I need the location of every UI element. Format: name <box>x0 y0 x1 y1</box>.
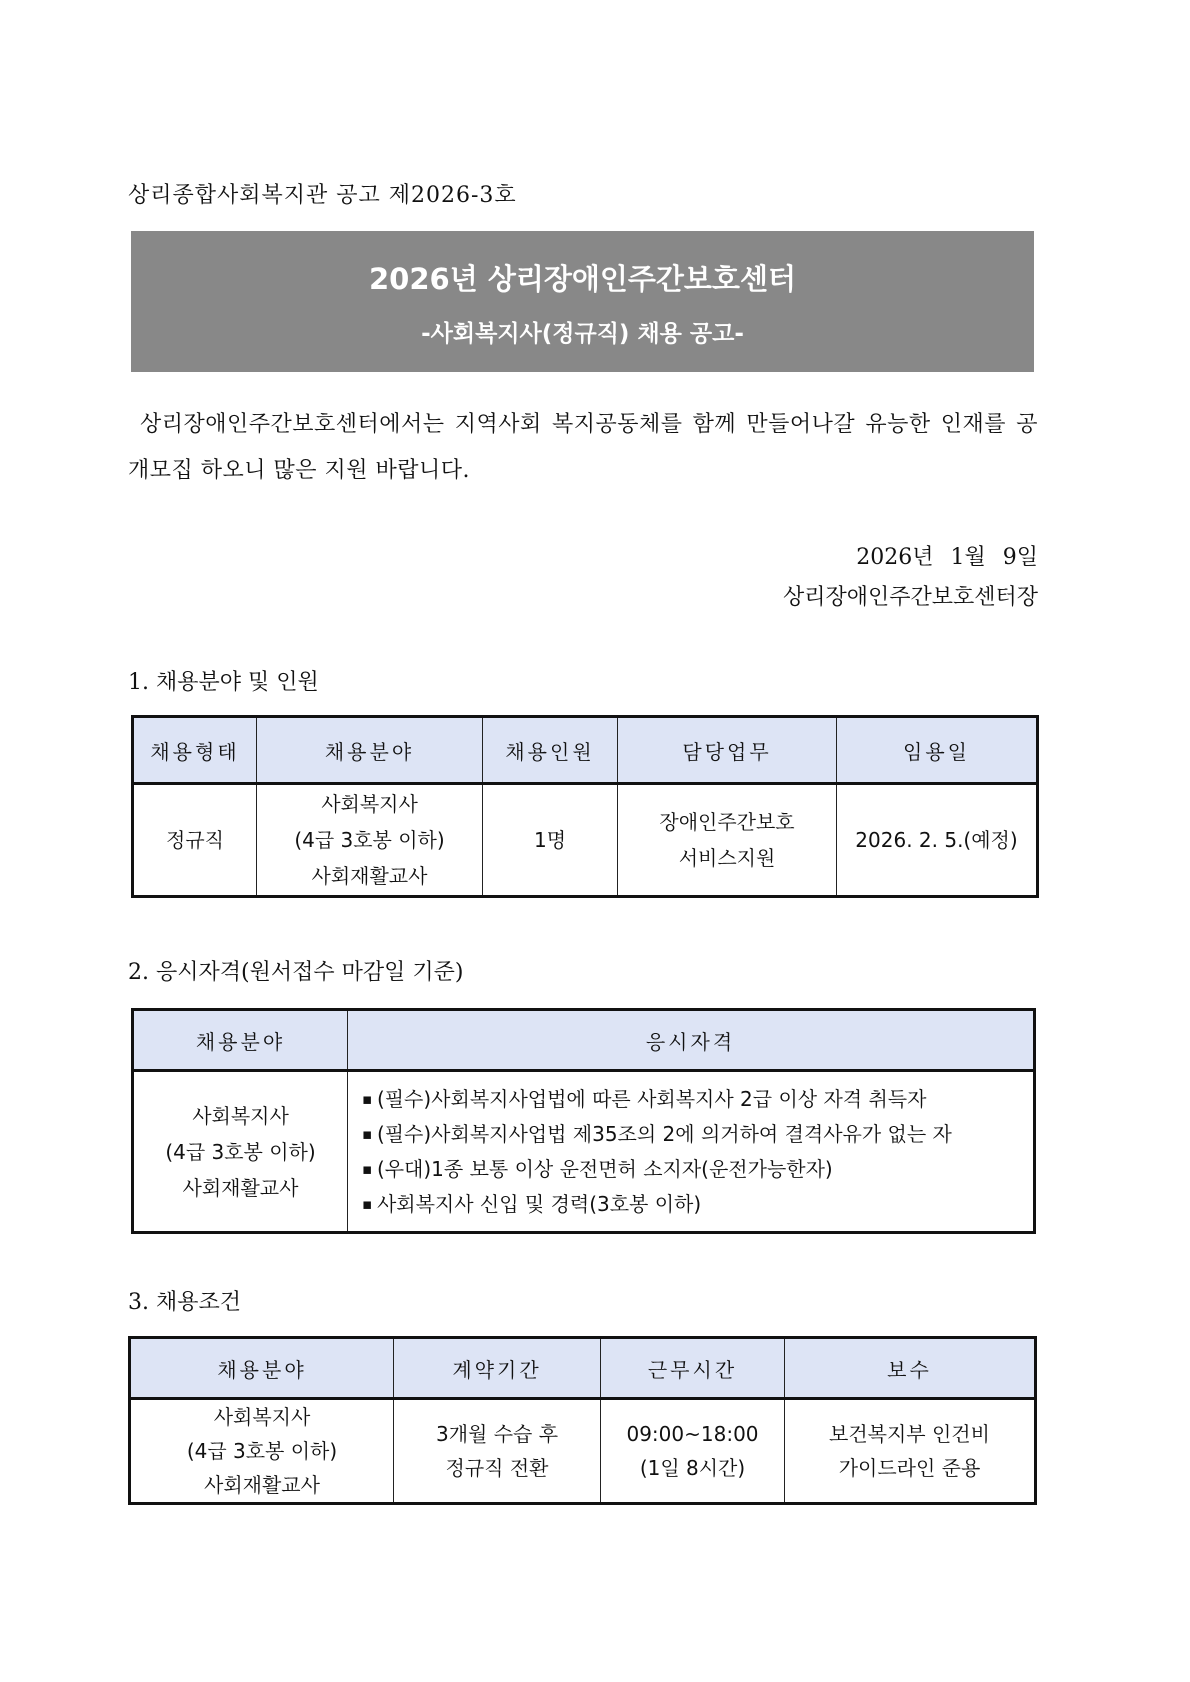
headcount-cell: 1명 <box>483 784 618 897</box>
table-row <box>130 1399 1036 1504</box>
contract-line: 3개월 수습 후 <box>435 1422 559 1446</box>
intro-paragraph: 상리장애인주간보호센터에서는 지역사회 복지공동체를 함께 만들어나갈 유능한 인재를 공개모집 하오니 많은 지원 바랍니다. <box>128 412 1038 483</box>
header-cell: 근무시간 <box>601 1338 785 1399</box>
posting-date: 2026년 1월 9일 <box>856 545 1038 570</box>
duty-cell <box>618 784 837 897</box>
field-line: 사회재활교사 <box>311 864 428 888</box>
header-cell: 임용일 <box>837 717 1038 784</box>
field-cell <box>133 1071 348 1233</box>
field-line: (4급 3호봉 이하) <box>165 1139 316 1164</box>
header-cell: 보수 <box>785 1338 1036 1399</box>
field-line: (4급 3호봉 이하) <box>294 828 445 852</box>
section-heading-qualifications: 2. 응시자격(원서접수 마감일 기준) <box>128 960 464 985</box>
header-cell: 채용분야 <box>130 1338 394 1399</box>
title-main: 2026년 상리장애인주간보호센터 <box>369 262 796 296</box>
qualification-item: ▪ (필수)사회복지사업법 제35조의 2에 의거하여 결격사유가 없는 자 <box>362 1117 1033 1152</box>
qualification-item: ▪ (우대)1종 보통 이상 운전면허 소지자(운전가능한자) <box>362 1152 1033 1187</box>
header-cell: 채용인원 <box>483 717 618 784</box>
title-banner <box>131 231 1034 372</box>
section-heading-recruitment: 1. 채용분야 및 인원 <box>128 670 319 695</box>
field-line: 사회복지사 <box>321 792 418 816</box>
field-line: 사회재활교사 <box>182 1175 299 1200</box>
hours-cell <box>601 1399 785 1504</box>
pay-line: 가이드라인 준용 <box>838 1456 981 1480</box>
contract-line: 정규직 전환 <box>445 1456 549 1480</box>
field-line: 사회재활교사 <box>204 1473 320 1497</box>
notice-number: 상리종합사회복지관 공고 제2026-3호 <box>128 183 517 208</box>
contract-cell <box>394 1399 601 1504</box>
field-cell <box>257 784 483 897</box>
pay-line: 보건복지부 인건비 <box>829 1422 990 1446</box>
recruitment-table <box>131 715 1039 898</box>
header-cell: 응시자격 <box>348 1010 1035 1071</box>
qualification-item: ▪ 사회복지사 신입 및 경력(3호봉 이하) <box>362 1187 1033 1222</box>
section-heading-conditions: 3. 채용조건 <box>128 1290 241 1315</box>
pay-cell <box>785 1399 1036 1504</box>
header-cell: 채용분야 <box>257 717 483 784</box>
posting-signer: 상리장애인주간보호센터장 <box>782 585 1038 610</box>
table-header-row <box>130 1338 1036 1399</box>
field-line: 사회복지사 <box>192 1103 289 1128</box>
header-cell: 채용분야 <box>133 1010 348 1071</box>
field-line: 사회복지사 <box>213 1405 311 1429</box>
start-date-cell: 2026. 2. 5.(예정) <box>837 784 1038 897</box>
header-cell: 채용형태 <box>133 717 257 784</box>
table-row <box>133 1071 1035 1233</box>
duty-line: 서비스지원 <box>678 846 776 870</box>
qualification-item: ▪ (필수)사회복지사업법에 따른 사회복지사 2급 이상 자격 취득자 <box>362 1082 1033 1117</box>
qualifications-table <box>131 1008 1036 1234</box>
conditions-table <box>128 1336 1037 1505</box>
duty-line: 장애인주간보호 <box>659 810 795 834</box>
table-header-row <box>133 717 1038 784</box>
hours-line: (1일 8시간) <box>639 1456 746 1480</box>
hours-line: 09:00~18:00 <box>626 1422 759 1446</box>
employment-type-cell: 정규직 <box>133 784 257 897</box>
field-line: (4급 3호봉 이하) <box>186 1439 338 1463</box>
title-subtitle: -사회복지사(정규직) 채용 공고- <box>421 321 744 347</box>
table-header-row <box>133 1010 1035 1071</box>
field-cell <box>130 1399 394 1504</box>
header-cell: 담당업무 <box>618 717 837 784</box>
header-cell: 계약기간 <box>394 1338 601 1399</box>
table-row <box>133 784 1038 897</box>
qualifications-cell <box>348 1071 1035 1233</box>
